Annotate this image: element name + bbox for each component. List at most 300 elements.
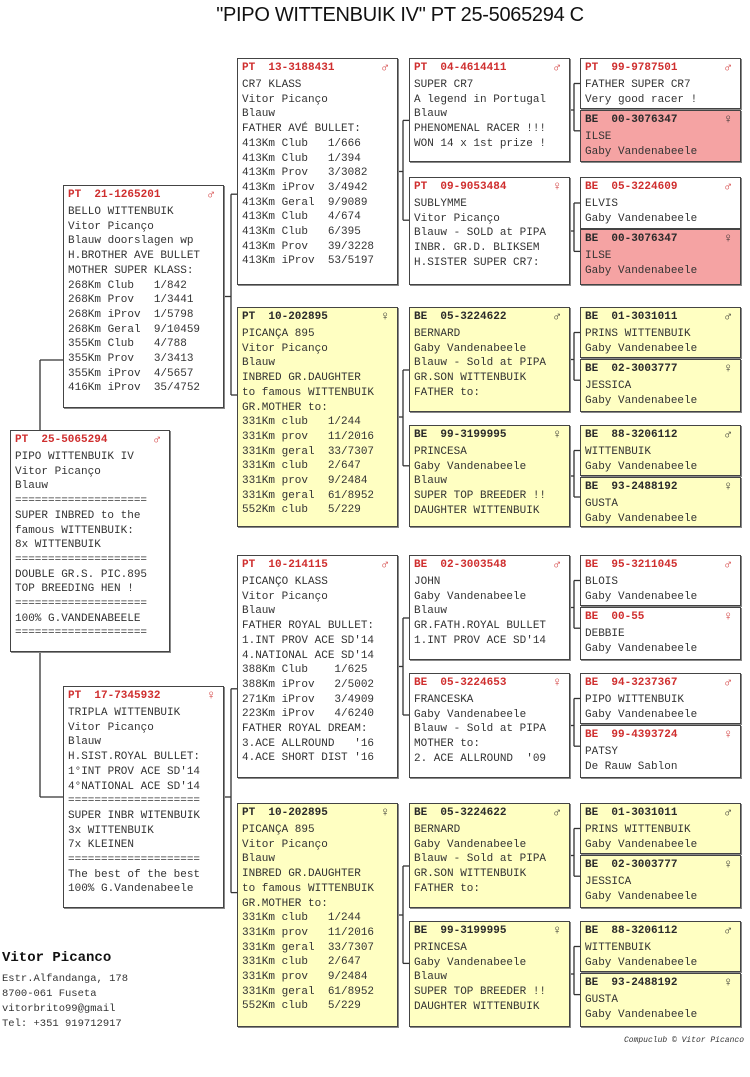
pigeon-info-line: BERNARD [414,328,461,340]
pigeon-info-line: ILSE [585,131,612,143]
ring-header [585,976,736,993]
male-icon: ♂ [724,60,732,75]
pigeon-info-line: GR.SON WITTENBUIK [414,868,527,881]
pigeon-info-line: Blauw [15,480,49,493]
ring-header [414,180,565,197]
ring-header [414,676,565,693]
pigeon-info-line: ==================== [15,553,148,566]
pigeon-info-line: PRINS WITTENBUIK [585,328,691,340]
country-code: BE [585,114,599,126]
ring-number: 93-2488192 [611,481,678,493]
pigeon-info-line: BELLO WITTENBUIK [68,206,174,218]
pigeon-info-line: 552Km club 5/229 [242,504,361,517]
ring-number: 05-3224622 [440,311,507,323]
pigeon-info-line: SUPER INBRED to the [15,509,141,522]
pigeon-info-line: Gaby Vandenabeele [585,460,698,473]
ring-header [585,858,736,875]
pigeon-info-line: 552Km club 5/229 [242,1000,361,1013]
pigeon-info-line: H.BROTHER AVE BULLET [68,250,201,263]
breeder-email: vitorbrito99@gmail [2,1003,116,1015]
pigeon-info-line: 413Km iProv 53/5197 [242,255,375,268]
pigeon-info-line: SUPER TOP BREEDER !! [414,986,547,999]
pigeon-card-ddd [409,921,570,1027]
pigeon-info-line: 355Km iProv 4/5657 [68,367,194,380]
pigeon-info-line: Blauw - Sold at PIPA [414,723,547,736]
country-code: BE [585,481,599,493]
ring-header [585,180,736,197]
pigeon-info-line: Blauw - Sold at PIPA [414,357,547,370]
ring-number: 88-3206112 [611,925,678,937]
female-icon: ♀ [724,361,732,376]
pigeon-info-line: Vitor Picanço [15,465,101,478]
country-code: BE [585,611,599,623]
pigeon-info-line: INBRED GR.DAUGHTER [242,372,361,385]
pigeon-info-line: 271Km iProv 3/4909 [242,693,375,706]
pigeon-info-line: 331Km geral 33/7307 [242,941,375,954]
pigeon-card-sss [409,58,570,162]
ring-number: 99-9787501 [611,62,678,74]
female-icon: ♀ [553,675,561,690]
ring-header [414,310,565,327]
pigeon-info-line: GR.SON WITTENBUIK [414,372,527,385]
pigeon-info-line: H.SIST.ROYAL BULLET: [68,751,201,764]
pigeon-info-line: GUSTA [585,994,619,1006]
ring-header [585,558,736,575]
pigeon-info-line: Vitor Picanço [414,212,500,225]
ring-header [585,480,736,497]
pigeon-info-line: to famous WITTENBUIK [242,386,375,399]
pigeon-card-dds [409,803,570,908]
pigeon-info-line: 4°NATIONAL ACE SD'14 [68,780,201,793]
country-code: PT [414,62,428,74]
pigeon-info-line: 413Km Club 1/394 [242,152,361,165]
ring-number: 00-3076347 [611,114,678,126]
pigeon-info-line: Vitor Picanço [242,590,328,603]
ring-number: 25-5065294 [41,434,108,446]
pigeon-info-line: Blauw doorslagen wp [68,235,194,248]
country-code: PT [242,807,256,819]
pigeon-card-ddss [580,803,741,854]
pigeon-info-line: MOTHER SUPER KLASS: [68,264,194,277]
country-code: BE [585,859,599,871]
pigeon-info-line: Very good racer ! [585,93,698,106]
country-code: BE [585,233,599,245]
pigeon-info-line: INBRED GR.DAUGHTER [242,868,361,881]
pigeon-info-line: Gaby Vandenabeele [585,512,698,525]
ring-number: 02-3003548 [440,559,507,571]
pigeon-info-line: PRINCESA [414,942,467,954]
ring-number: 95-3211045 [611,559,678,571]
country-code: BE [585,977,599,989]
ring-header [585,310,736,327]
pigeon-card-sssd [580,110,741,162]
pigeon-info-line: 388Km iProv 2/5002 [242,678,375,691]
pigeon-card-dss [409,555,570,660]
pigeon-info-line: The best of the best [68,868,201,881]
country-code: BE [585,181,599,193]
ring-number: 99-4393724 [611,729,678,741]
pigeon-info-line: Gaby Vandenabeele [585,708,698,721]
pigeon-info-line: SUPER TOP BREEDER !! [414,490,547,503]
female-icon: ♀ [724,609,732,624]
pigeon-info-line: TOP BREEDING HEN ! [15,583,134,596]
pigeon-info-line: 331Km club 2/647 [242,956,361,969]
pigeon-info-line: ==================== [68,854,201,867]
country-code: PT [242,559,256,571]
pigeon-info-line: 413Km Prov 3/3082 [242,167,368,180]
country-code: BE [585,311,599,323]
pigeon-info-line: Vitor Picanço [242,93,328,106]
pigeon-card-dsss [580,555,741,606]
country-code: BE [585,807,599,819]
country-code: BE [585,729,599,741]
country-code: PT [242,62,256,74]
ring-header [414,806,565,823]
ring-header [585,362,736,379]
pigeon-info-line: JESSICA [585,876,632,888]
pigeon-info-line: PICANÇA 895 [242,328,315,340]
pigeon-info-line: ==================== [15,495,148,508]
male-icon: ♂ [724,179,732,194]
breeder-address-city: 8700-061 Fuseta [2,988,97,1000]
female-icon: ♀ [724,479,732,494]
country-code: PT [414,181,428,193]
pigeon-info-line: 413Km Geral 9/9089 [242,196,368,209]
pigeon-info-line: 268Km iProv 1/5798 [68,308,194,321]
pigeon-info-line: 1.INT PROV ACE SD'14 [414,634,547,647]
country-code: BE [585,363,599,375]
ring-header [15,433,165,450]
pigeon-info-line: 355Km Club 4/788 [68,338,187,351]
pigeon-info-line: 7x KLEINEN [68,839,135,852]
pigeon-info-line: Gaby Vandenabeele [585,838,698,851]
pigeon-info-line: 1°INT PROV ACE SD'14 [68,765,201,778]
pigeon-info-line: 331Km club 1/244 [242,416,361,429]
pigeon-info-line: Blauw [242,605,276,618]
pigeon-info-line: Gaby Vandenabeele [585,890,698,903]
male-icon: ♂ [724,309,732,324]
country-code: BE [414,925,428,937]
male-icon: ♂ [724,805,732,820]
pigeon-card-ddsd [580,855,741,908]
pigeon-info-line: WITTENBUIK [585,942,652,954]
pigeon-info-line: 2. ACE ALLROUND '09 [414,752,547,765]
pigeon-info-line: FATHER to: [414,882,481,895]
pigeon-info-line: FATHER to: [414,386,481,399]
pigeon-info-line: Gaby Vandenabeele [585,394,698,407]
pigeon-info-line: FRANCESKA [414,694,474,706]
pigeon-info-line: 413Km Prov 39/3228 [242,240,375,253]
pigeon-info-line: PICANÇA 895 [242,824,315,836]
pigeon-info-line: 331Km geral 33/7307 [242,445,375,458]
pigeon-card-d [63,686,224,908]
pigeon-info-line: DEBBIE [585,628,625,640]
ring-header [242,806,393,823]
pigeon-info-line: Gaby Vandenabeele [414,590,527,603]
pigeon-info-line: JESSICA [585,380,632,392]
ring-header [585,806,736,823]
ring-header [242,558,393,575]
ring-number: 00-3076347 [611,233,678,245]
pigeon-info-line: Blauw [242,108,276,121]
female-icon: ♀ [724,857,732,872]
ring-header [68,188,219,205]
male-icon: ♂ [553,805,561,820]
pigeon-info-line: famous WITTENBUIK: [15,524,134,537]
ring-header [585,728,736,745]
pigeon-info-line: FATHER AVÉ BULLET: [242,123,361,136]
female-icon: ♀ [724,231,732,246]
pigeon-info-line: DAUGHTER WITTENBUIK [414,1000,540,1013]
pedigree-title: "PIPO WITTENBUIK IV" PT 25-5065294 C [216,4,584,26]
pigeon-info-line: H.SISTER SUPER CR7: [414,256,540,269]
male-icon: ♂ [553,60,561,75]
pigeon-info-line: Blauw [242,357,276,370]
ring-number: 10-202895 [268,311,328,323]
pigeon-card-sdsd [580,359,741,412]
pigeon-info-line: TRIPLA WITTENBUIK [68,707,181,719]
female-icon: ♀ [381,309,389,324]
country-code: BE [414,559,428,571]
breeder-name: Vitor Picanco [2,950,112,966]
female-icon: ♀ [724,727,732,742]
ring-number: 93-2488192 [611,977,678,989]
pigeon-info-line: De Rauw Sablon [585,760,678,773]
country-code: BE [585,429,599,441]
pigeon-info-line: PIPO WITTENBUIK [585,694,685,706]
ring-header [414,61,565,78]
ring-number: 09-9053484 [440,181,507,193]
pigeon-info-line: DAUGHTER WITTENBUIK [414,504,540,517]
male-icon: ♂ [381,557,389,572]
pigeon-card-sds [409,307,570,412]
female-icon: ♀ [553,179,561,194]
pigeon-info-line: PRINCESA [414,446,467,458]
male-icon: ♂ [553,557,561,572]
pigeon-info-line: Gaby Vandenabeele [585,342,698,355]
ring-number: 99-3199995 [440,925,507,937]
male-icon: ♂ [724,427,732,442]
male-icon: ♂ [724,557,732,572]
ring-header [414,558,565,575]
ring-number: 05-3224653 [440,677,507,689]
pigeon-info-line: CR7 KLASS [242,79,302,91]
pigeon-info-line: WON 14 x 1st prize ! [414,137,547,150]
pigeon-card-ds [237,555,398,778]
ring-header [242,310,393,327]
pigeon-info-line: to famous WITTENBUIK [242,882,375,895]
pigeon-info-line: Blauw [242,853,276,866]
country-code: PT [585,62,599,74]
ring-header [585,924,736,941]
female-icon: ♀ [381,805,389,820]
country-code: BE [414,429,428,441]
pigeon-card-sd [237,307,398,527]
pigeon-info-line: 331Km club 2/647 [242,460,361,473]
ring-number: 99-3199995 [440,429,507,441]
pigeon-info-line: SUBLYMME [414,198,467,210]
pigeon-info-line: Gaby Vandenabeele [414,956,527,969]
ring-header [585,676,736,693]
pigeon-info-line: 1.INT PROV ACE SD'14 [242,634,375,647]
pigeon-info-line: ==================== [68,795,201,808]
ring-number: 10-214115 [268,559,328,571]
pigeon-card-dsds [580,673,741,724]
pigeon-info-line: 331Km club 1/244 [242,912,361,925]
ring-header [414,924,565,941]
pigeon-info-line: BLOIS [585,576,619,588]
pigeon-info-line: BERNARD [414,824,461,836]
ring-number: 02-3003777 [611,363,678,375]
female-icon: ♀ [724,975,732,990]
pigeon-info-line: 413Km Club 6/395 [242,226,361,239]
pigeon-info-line: A legend in Portugal [414,93,547,106]
pigeon-info-line: 331Km geral 61/8952 [242,985,375,998]
female-icon: ♀ [553,427,561,442]
pigeon-info-line: GR.MOTHER to: [242,897,328,910]
pigeon-info-line: Gaby Vandenabeele [585,642,698,655]
pigeon-info-line: Gaby Vandenabeele [414,838,527,851]
pigeon-info-line: PATSY [585,746,619,758]
pigeon-info-line: 223Km iProv 4/6240 [242,708,375,721]
ring-number: 01-3031011 [611,311,678,323]
pigeon-info-line: Blauw [414,971,448,984]
pigeon-info-line: Gaby Vandenabeele [414,708,527,721]
pigeon-card-dddd [580,973,741,1027]
pigeon-card-sdss [580,307,741,358]
pigeon-info-line: PRINS WITTENBUIK [585,824,691,836]
country-code: BE [414,807,428,819]
ring-number: 17-7345932 [94,690,161,702]
ring-number: 00-55 [611,611,645,623]
male-icon: ♂ [207,187,215,202]
pigeon-info-line: 355Km Prov 3/3413 [68,353,194,366]
country-code: BE [414,311,428,323]
pigeon-card-sdd [409,425,570,527]
pigeon-info-line: Blauw [414,108,448,121]
pigeon-info-line: Blauw [68,736,102,749]
pigeon-info-line: Vitor Picanço [242,838,328,851]
country-code: BE [585,925,599,937]
pigeon-info-line: Gaby Vandenabeele [585,212,698,225]
male-icon: ♂ [153,432,161,447]
pigeon-info-line: 413Km iProv 3/4942 [242,181,368,194]
pigeon-info-line: FATHER ROYAL DREAM: [242,723,368,736]
country-code: PT [68,690,82,702]
pigeon-info-line: 268Km Geral 9/10459 [68,323,201,336]
pigeon-info-line: 413Km Club 1/666 [242,137,361,150]
male-icon: ♂ [553,309,561,324]
pigeon-card-ssss [580,58,741,109]
pigeon-info-line: MOTHER to: [414,738,481,751]
male-icon: ♂ [724,675,732,690]
pigeon-info-line: Blauw - SOLD at PIPA [414,227,547,240]
pigeon-card-ssds [580,177,741,229]
pigeon-info-line: PICANÇO KLASS [242,576,328,588]
ring-header [585,61,736,78]
pigeon-info-line: 331Km prov 11/2016 [242,430,375,443]
pigeon-info-line: Gaby Vandenabeele [414,460,527,473]
pigeon-info-line: 4.NATIONAL ACE SD'14 [242,649,375,662]
pigeon-info-line: 4.ACE SHORT DIST '16 [242,752,375,765]
pigeon-card-subject [10,430,170,652]
pigeon-card-ddds [580,921,741,972]
ring-number: 04-4614411 [440,62,507,74]
ring-number: 01-3031011 [611,807,678,819]
pigeon-info-line: 388Km Club 1/625 [242,664,368,677]
pigeon-card-ssd [409,177,570,285]
pigeon-info-line: 3x WITTENBUIK [68,824,154,837]
pigeon-card-sdds [580,425,741,476]
pigeon-info-line: INBR. GR.D. BLIKSEM [414,242,540,255]
female-icon: ♀ [207,688,215,703]
pigeon-card-dd [237,803,398,1027]
ring-number: 05-3224622 [440,807,507,819]
ring-header [242,61,393,78]
female-icon: ♀ [724,112,732,127]
pigeon-info-line: PIPO WITTENBUIK IV [15,451,134,463]
pigeon-info-line: 331Km prov 11/2016 [242,926,375,939]
pigeon-card-ss [237,58,398,285]
pigeon-info-line: Gaby Vandenabeele [585,956,698,969]
pigeon-card-dssd [580,607,741,660]
country-code: BE [585,559,599,571]
pigeon-info-line: Gaby Vandenabeele [414,342,527,355]
pigeon-info-line: Blauw - Sold at PIPA [414,853,547,866]
pigeon-card-sddd [580,477,741,527]
country-code: PT [68,189,82,201]
pigeon-info-line: GR.MOTHER to: [242,401,328,414]
credit-text: Compuclub © Vitor Picanco [623,1036,744,1045]
pigeon-info-line: 100% G.VANDENABEELE [15,612,141,625]
pigeon-info-line: 268Km Club 1/842 [68,279,187,292]
ring-number: 10-202895 [268,807,328,819]
pigeon-info-line: Gaby Vandenabeele [585,590,698,603]
pigeon-info-line: FATHER ROYAL BULLET: [242,620,375,633]
ring-header [414,428,565,445]
pigeon-info-line: ILSE [585,250,612,262]
ring-number: 94-3237367 [611,677,678,689]
pigeon-info-line: Gaby Vandenabeele [585,1008,698,1021]
pigeon-info-line: SUPER INBR WITENBUIK [68,809,201,822]
pigeon-info-line: ELVIS [585,198,619,210]
ring-header [68,689,219,706]
pigeon-info-line: Gaby Vandenabeele [585,264,698,277]
pigeon-info-line: WITTENBUIK [585,446,652,458]
male-icon: ♂ [381,60,389,75]
country-code: BE [585,677,599,689]
pigeon-info-line: 331Km prov 9/2484 [242,971,368,984]
pigeon-info-line: Blauw [414,605,448,618]
pigeon-info-line: Gaby Vandenabeele [585,145,698,158]
breeder-address-street: Estr.Alfandanga, 178 [2,973,129,985]
pigeon-info-line: JOHN [414,576,441,588]
ring-header [585,610,736,627]
pigeon-card-dsd [409,673,570,778]
pigeon-info-line: 100% G.Vandenabeele [68,883,194,896]
pigeon-info-line: Blauw [414,475,448,488]
ring-header [585,428,736,445]
ring-number: 13-3188431 [268,62,335,74]
pigeon-info-line: 8x WITTENBUIK [15,539,101,552]
breeder-phone: Tel: +351 919712917 [2,1018,122,1030]
pigeon-card-dsdd [580,725,741,778]
pigeon-info-line: 268Km Prov 1/3441 [68,294,194,307]
ring-number: 02-3003777 [611,859,678,871]
ring-number: 05-3224609 [611,181,678,193]
country-code: PT [242,311,256,323]
female-icon: ♀ [553,923,561,938]
